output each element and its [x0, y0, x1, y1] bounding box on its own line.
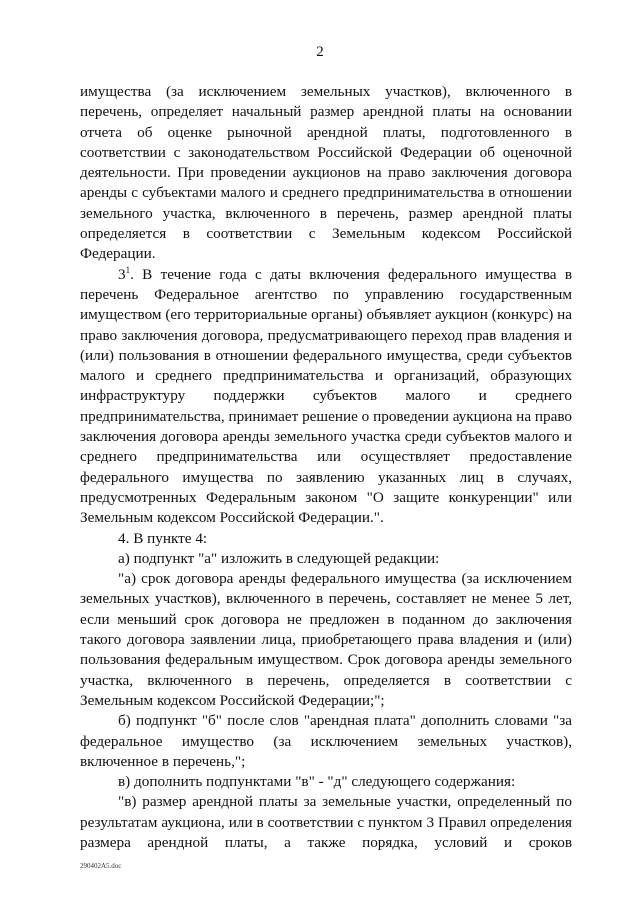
paragraph-text: . В течение года с даты включения федерального имущества в перечень Федеральное агентство по управлению государственным имуществом (его территориальные органы) объявляет аукцион (конкурс) на право заключения договора, предусматривающего переход прав владения и (или) пользования в отношении федерального имущества, среди субъектов малого и среднего предпринимательства и организаций, образующих инфраструктуру поддержки субъектов малого и среднего предпринимательства, принимает решение о проведении аукциона на право заключения договора аренды земельного участка среди субъектов малого и среднего предпринимательства или осуществляет предоставление федерального имущества по заявлению указанных лиц в случаях, предусмотренных Федеральным законом "О защите конкуренции" или Земельным кодексом Российской Федерации.". [80, 265, 572, 527]
paragraph-subitem-v-heading: в) дополнить подпунктами "в" - "д" следующего содержания: [118, 773, 516, 791]
paragraph-number: 3 [118, 265, 126, 283]
paragraph-lease-valuation: имущества (за исключением земельных участков), включенного в перечень, определяет начальный размер арендной платы на основании отчета об оценке рыночной арендной платы, подготовленного в соответствии с законодательством Российской Федерации об оценочной деятельности. При проведении аукционов на право заключения договора аренды с субъектами малого и среднего предпринимательства в отношении земельного участка, включенного в перечень, размер арендной платы определяется в соответствии с Земельным кодексом Российской Федерации. [80, 83, 572, 263]
paragraph-subitem-b: б) подпункт "б" после слов "арендная плата" дополнить словами "за федеральное имущество (за исключением земельных участков), включенное в перечень,"; [80, 712, 572, 770]
page-number: 2 [316, 44, 324, 60]
paragraph-3-1-auction [80, 265, 572, 529]
paragraph-subitem-a-heading: а) подпункт "а" изложить в следующей редакции: [118, 549, 440, 567]
paragraph-subitem-v-text: "в) размер арендной платы за земельные участки, определенный по результатам аукциона, или в соответствии с пунктом 3 Правил определения размера арендной платы, а также порядка, условий и сроков [80, 793, 572, 851]
paragraph-item-4-heading: 4. В пункте 4: [118, 529, 208, 547]
paragraph-number-superscript: 1 [125, 264, 131, 275]
document-body [80, 82, 572, 853]
paragraph-subitem-a-text: "а) срок договора аренды федерального имущества (за исключением земельных участков), включенного в перечень, составляет не менее 5 лет, если меньший срок договора не предложен в поданном до заключения такого договора заявлении лица, приобретающего права владения и (или) пользования федеральным имуществом. Срок договора аренды земельного участка, включенного в перечень, определяется в соответствии с Земельным кодексом Российской Федерации;"; [80, 570, 572, 709]
footer-filename: 290402A5.doc [80, 862, 122, 870]
